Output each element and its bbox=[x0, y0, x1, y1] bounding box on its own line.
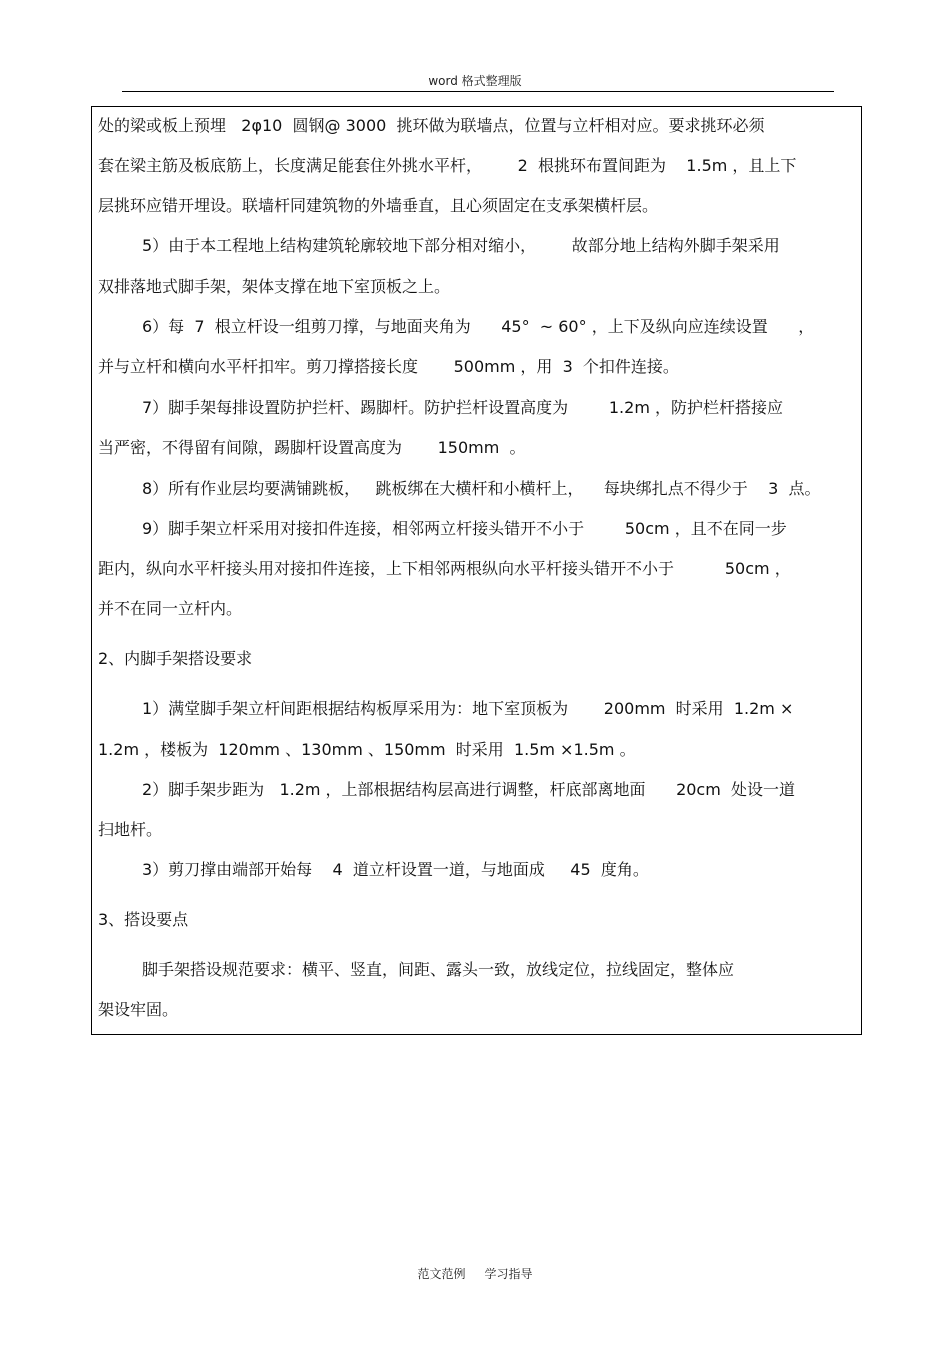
body-line: 3）剪刀撑由端部开始每 4 道立杆设置一道，与地面成 45 度角。 bbox=[142, 860, 649, 879]
body-line: 距内，纵向水平杆接头用对接扣件连接，上下相邻两根纵向水平杆接头错开不小于 50cm ， bbox=[98, 559, 791, 578]
body-line: 层挑环应错开埋设。联墙杆同建筑物的外墙垂直，且心须固定在支承架横杆层。 bbox=[98, 196, 659, 215]
header-rule bbox=[122, 91, 834, 92]
section-heading: 2、内脚手架搭设要求 bbox=[98, 649, 253, 668]
body-line: 扫地杆。 bbox=[98, 820, 163, 839]
body-line: 6）每 7 根立杆设一组剪刀撑，与地面夹角为 45° ~ 60° ，上下及纵向应连续设置 ， bbox=[142, 317, 815, 336]
page-header: word 格式整理版 bbox=[428, 74, 522, 88]
body-line: 套在梁主筋及板底筋上，长度满足能套住外挑水平杆， 2 根挑环布置间距为 1.5m ，且上下 bbox=[98, 156, 797, 175]
page-footer: 范文范例 学习指导 bbox=[417, 1267, 533, 1281]
body-line: 并与立杆和横向水平杆扣牢。剪刀撑搭接长度 500mm ，用 3 个扣件连接。 bbox=[98, 357, 679, 376]
body-line: 并不在同一立杆内。 bbox=[98, 599, 243, 618]
body-line: 1）满堂脚手架立杆间距根据结构板厚采用为：地下室顶板为 200mm 时采用 1.2m × bbox=[142, 699, 794, 718]
body-line: 2）脚手架步距为 1.2m ，上部根据结构层高进行调整，杆底部离地面 20cm 处设一道 bbox=[142, 780, 795, 799]
body-line: 脚手架搭设规范要求：横平、竖直，间距、露头一致，放线定位，拉线固定，整体应 bbox=[142, 960, 735, 979]
body-line: 8）所有作业层均要满铺跳板， 跳板绑在大横杆和小横杆上， 每块绑扎点不得少于 3 点。 bbox=[142, 479, 821, 498]
body-line: 架设牢固。 bbox=[98, 1000, 179, 1019]
body-line: 7）脚手架每排设置防护拦杆、踢脚杆。防护拦杆设置高度为 1.2m ，防护栏杆搭接应 bbox=[142, 398, 783, 417]
body-line: 5）由于本工程地上结构建筑轮廓较地下部分相对缩小， 故部分地上结构外脚手架采用 bbox=[142, 236, 780, 255]
body-line: 处的梁或板上预埋 2φ10 圆钢@ 3000 挑环做为联墙点，位置与立杆相对应。要求挑环必须 bbox=[98, 116, 765, 135]
body-line: 双排落地式脚手架，架体支撑在地下室顶板之上。 bbox=[98, 277, 451, 296]
body-line: 1.2m ，楼板为 120mm 、130mm 、150mm 时采用 1.5m ×1.5m 。 bbox=[98, 740, 636, 759]
section-heading: 3、搭设要点 bbox=[98, 910, 189, 929]
body-line: 9）脚手架立杆采用对接扣件连接，相邻两立杆接头错开不小于 50cm ，且不在同一步 bbox=[142, 519, 787, 538]
body-line: 当严密，不得留有间隙，踢脚杆设置高度为 150mm 。 bbox=[98, 438, 526, 457]
